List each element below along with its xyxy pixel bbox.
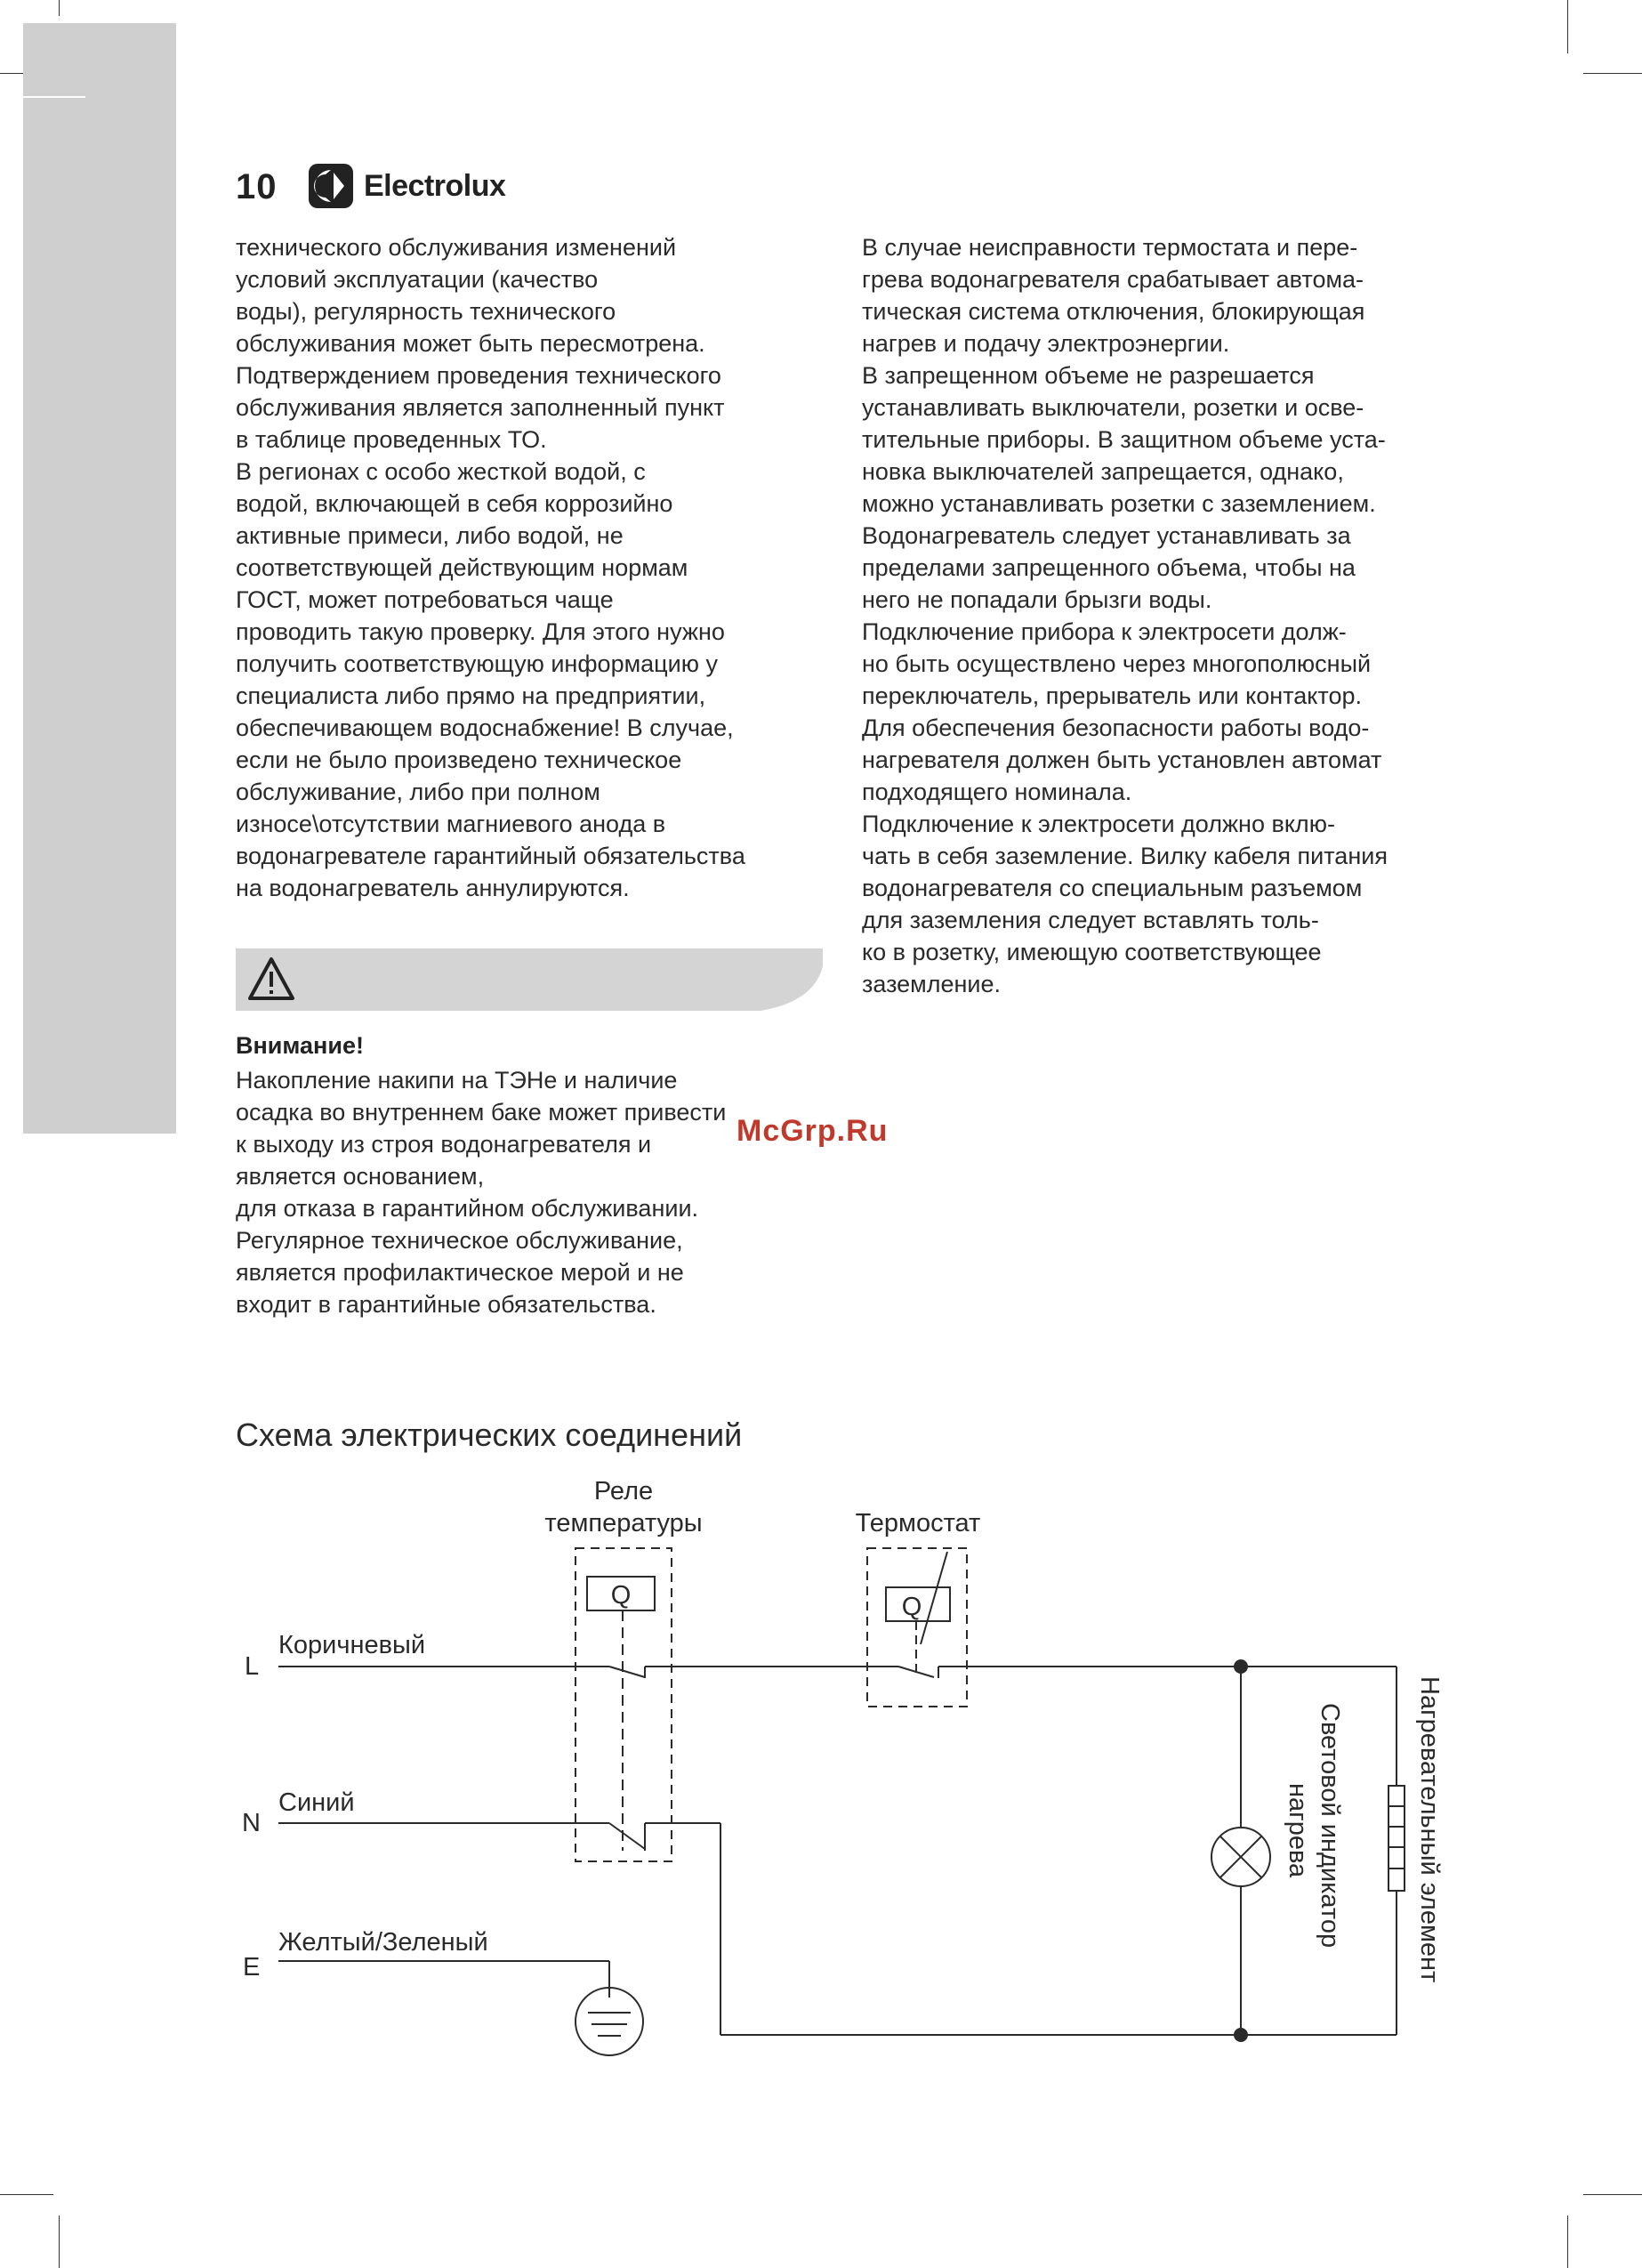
text-line: ГОСТ, может потребоваться чаще — [236, 586, 614, 613]
text-line: Для обеспечения безопасности работы водо- — [862, 714, 1370, 741]
text-line: если не было произведено техническое — [236, 747, 682, 773]
relay-label-1: Реле — [593, 1477, 654, 1505]
text-line: нагревателя должен быть установлен автомат — [862, 747, 1382, 773]
text-line: в таблице проведенных ТО. — [236, 426, 547, 453]
text-line: него не попадали брызги воды. — [862, 586, 1212, 613]
watermark: McGrp.Ru — [736, 1114, 889, 1148]
text-line: Водонагреватель следует устанавливать за — [862, 522, 1351, 549]
wire-e-color: Желтый/Зеленый — [278, 1928, 488, 1957]
junction-dot — [1234, 2028, 1248, 2042]
text-line: нагрев и подачу электроэнергии. — [862, 330, 1230, 357]
text-line: тительные приборы. В защитном объеме уста- — [862, 426, 1386, 453]
text-line: водонагревателе гарантийный обязательства — [236, 843, 745, 869]
text-line: заземление. — [862, 971, 1002, 997]
text-line: ко в розетку, имеющую соответствующее — [862, 939, 1322, 965]
text-line: водонагревателя со специальным разъемом — [862, 875, 1363, 901]
brand-name: Electrolux — [364, 168, 506, 203]
relay-switch-l — [609, 1667, 645, 1677]
heater-label: Нагревательный элемент — [1415, 1676, 1444, 1983]
text-line: Регулярное техническое обслуживание, — [236, 1227, 683, 1254]
text-line: В регионах с особо жесткой водой, с — [236, 458, 646, 485]
text-line: воды), регулярность технического — [236, 298, 616, 325]
text-line: входит в гарантийные обязательства. — [236, 1291, 656, 1318]
text-line: технического обслуживания изменений — [236, 234, 677, 261]
text-line: В запрещенном объеме не разрешается — [862, 362, 1315, 389]
text-line: грева водонагревателя срабатывает автома- — [862, 266, 1364, 293]
text-line: специалиста либо прямо на предприятии, — [236, 682, 706, 709]
text-line: обслуживания может быть пересмотрена. — [236, 330, 705, 357]
wire-l-color: Коричневый — [278, 1631, 426, 1659]
text-line: является основанием, — [236, 1163, 485, 1190]
text-line: соответствующей действующим нормам — [236, 554, 688, 581]
text-line: чать в себя заземление. Вилку кабеля питания — [862, 843, 1388, 869]
text-line: но быть осуществлено через многополюсный — [862, 650, 1372, 677]
text-line: Подключение прибора к электросети долж- — [862, 618, 1347, 645]
text-line: Подтверждением проведения технического — [236, 362, 721, 389]
text-line: Подключение к электросети должно вклю- — [862, 811, 1335, 837]
text-line: получить соответствующую информацию у — [236, 650, 718, 677]
text-line: обслуживание, либо при полном — [236, 779, 600, 805]
page-number: 10 — [236, 167, 278, 206]
line-n-label: N — [242, 1809, 261, 1837]
thermostat-label: Термостат — [855, 1509, 981, 1538]
text-line: является профилактическое мерой и не — [236, 1259, 684, 1286]
thermostat-arrow — [921, 1552, 947, 1644]
indicator-label-2: нагрева — [1284, 1783, 1312, 1878]
text-line: износе\отсутствии магниевого анода в — [236, 811, 666, 837]
text-line: Накопление накипи на ТЭНе и наличие — [236, 1067, 678, 1094]
text-line: можно устанавливать розетки с заземлением. — [862, 490, 1376, 517]
text-line: на водонагреватель аннулируются. — [236, 875, 630, 901]
text-line: проводить такую проверку. Для этого нужно — [236, 618, 725, 645]
text-line: водой, включающей в себя коррозийно — [236, 490, 673, 517]
line-e-label: E — [243, 1953, 261, 1981]
relay-label-2: температуры — [544, 1509, 703, 1538]
ground-icon — [576, 1988, 643, 2055]
text-line: подходящего номинала. — [862, 779, 1132, 805]
indicator-label-1: Световой индикатор — [1316, 1703, 1344, 1949]
thermostat-symbol: Q — [901, 1593, 922, 1621]
text-line: В случае неисправности термостата и пере- — [862, 234, 1358, 261]
text-line: к выходу из строя водонагревателя и — [236, 1131, 652, 1158]
relay-switch-n — [609, 1823, 645, 1849]
text-line: условий эксплуатации (качество — [236, 266, 599, 293]
text-line: активные примеси, либо водой, не — [236, 522, 624, 549]
heater-element-icon — [1388, 1786, 1405, 1891]
warning-title: Внимание! — [236, 1032, 364, 1059]
junction-dot — [1234, 1659, 1248, 1674]
line-l-label: L — [245, 1652, 260, 1681]
text-line: для отказа в гарантийном обслуживании. — [236, 1195, 699, 1222]
text-line: новка выключателей запрещается, однако, — [862, 458, 1344, 485]
text-line: обслуживания является заполненный пункт — [236, 394, 725, 421]
text-line: переключатель, прерыватель или контактор. — [862, 682, 1362, 709]
text-line: устанавливать выключатели, розетки и осве- — [862, 394, 1364, 421]
text-line: для заземления следует вставлять толь- — [862, 907, 1319, 933]
relay-symbol: Q — [610, 1581, 632, 1610]
schema-title: Схема электрических соединений — [236, 1416, 743, 1453]
text-line: тическая система отключения, блокирующая — [862, 298, 1365, 325]
wire-n-color: Синий — [278, 1788, 355, 1817]
text-line: пределами запрещенного объема, чтобы на — [862, 554, 1356, 581]
text-line: обеспечивающем водоснабжение! В случае, — [236, 714, 734, 741]
text-line: осадка во внутреннем баке может привести — [236, 1099, 727, 1126]
